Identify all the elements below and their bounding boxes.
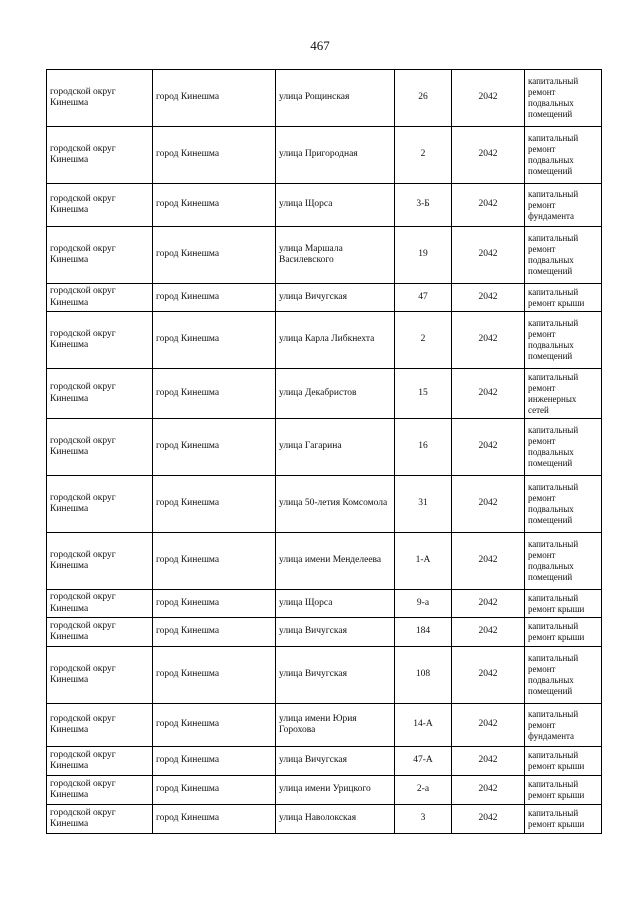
- municipality-cell: городской округ Кинешма: [47, 184, 153, 227]
- settlement-cell: город Кинешма: [153, 369, 276, 419]
- work-type-cell: капитальный ремонт подвальных помещений: [525, 476, 602, 533]
- work-type-cell: капитальный ремонт крыши: [525, 747, 602, 776]
- year-cell: 2042: [452, 312, 525, 369]
- house-number-cell: 16: [395, 419, 452, 476]
- settlement-cell: город Кинешма: [153, 647, 276, 704]
- table-row: [47, 704, 602, 747]
- settlement-cell: город Кинешма: [153, 227, 276, 284]
- table-row: [47, 312, 602, 369]
- housing-repair-table: [46, 69, 602, 834]
- house-number-cell: 3-Б: [395, 184, 452, 227]
- year-cell: 2042: [452, 227, 525, 284]
- municipality-cell: городской округ Кинешма: [47, 369, 153, 419]
- table-row: [47, 776, 602, 805]
- work-type-cell: капитальный ремонт инженерных сетей: [525, 369, 602, 419]
- year-cell: 2042: [452, 776, 525, 805]
- settlement-cell: город Кинешма: [153, 312, 276, 369]
- municipality-cell: городской округ Кинешма: [47, 805, 153, 834]
- table-row: [47, 70, 602, 127]
- street-cell: улица Декабристов: [276, 369, 395, 419]
- work-type-cell: капитальный ремонт крыши: [525, 805, 602, 834]
- work-type-cell: капитальный ремонт крыши: [525, 284, 602, 312]
- table-row: [47, 533, 602, 590]
- street-cell: улица Гагарина: [276, 419, 395, 476]
- settlement-cell: город Кинешма: [153, 284, 276, 312]
- street-cell: улица имени Юрия Горохова: [276, 704, 395, 747]
- municipality-cell: городской округ Кинешма: [47, 419, 153, 476]
- house-number-cell: 31: [395, 476, 452, 533]
- year-cell: 2042: [452, 419, 525, 476]
- municipality-cell: городской округ Кинешма: [47, 533, 153, 590]
- settlement-cell: город Кинешма: [153, 127, 276, 184]
- street-cell: улица Щорса: [276, 184, 395, 227]
- municipality-cell: городской округ Кинешма: [47, 476, 153, 533]
- street-cell: улица Рощинская: [276, 70, 395, 127]
- house-number-cell: 3: [395, 805, 452, 834]
- municipality-cell: городской округ Кинешма: [47, 312, 153, 369]
- house-number-cell: 9-а: [395, 590, 452, 618]
- work-type-cell: капитальный ремонт подвальных помещений: [525, 70, 602, 127]
- settlement-cell: город Кинешма: [153, 704, 276, 747]
- year-cell: 2042: [452, 805, 525, 834]
- page-number: 467: [310, 38, 330, 53]
- house-number-cell: 19: [395, 227, 452, 284]
- municipality-cell: городской округ Кинешма: [47, 70, 153, 127]
- table-row: [47, 647, 602, 704]
- settlement-cell: город Кинешма: [153, 747, 276, 776]
- settlement-cell: город Кинешма: [153, 776, 276, 805]
- year-cell: 2042: [452, 533, 525, 590]
- year-cell: 2042: [452, 747, 525, 776]
- street-cell: улица 50-летия Комсомола: [276, 476, 395, 533]
- work-type-cell: капитальный ремонт подвальных помещений: [525, 312, 602, 369]
- municipality-cell: городской округ Кинешма: [47, 284, 153, 312]
- street-cell: улица Карла Либкнехта: [276, 312, 395, 369]
- municipality-cell: городской округ Кинешма: [47, 704, 153, 747]
- house-number-cell: 47-А: [395, 747, 452, 776]
- settlement-cell: город Кинешма: [153, 805, 276, 834]
- street-cell: улица Вичугская: [276, 747, 395, 776]
- house-number-cell: 14-А: [395, 704, 452, 747]
- table-row: [47, 805, 602, 834]
- settlement-cell: город Кинешма: [153, 590, 276, 618]
- year-cell: 2042: [452, 476, 525, 533]
- settlement-cell: город Кинешма: [153, 533, 276, 590]
- street-cell: улица имени Урицкого: [276, 776, 395, 805]
- municipality-cell: городской округ Кинешма: [47, 618, 153, 647]
- year-cell: 2042: [452, 618, 525, 647]
- settlement-cell: город Кинешма: [153, 419, 276, 476]
- municipality-cell: городской округ Кинешма: [47, 590, 153, 618]
- year-cell: 2042: [452, 284, 525, 312]
- house-number-cell: 1-А: [395, 533, 452, 590]
- municipality-cell: городской округ Кинешма: [47, 747, 153, 776]
- table-row: [47, 184, 602, 227]
- street-cell: улица Наволокская: [276, 805, 395, 834]
- table-row: [47, 590, 602, 618]
- work-type-cell: капитальный ремонт фундамента: [525, 184, 602, 227]
- street-cell: улица Вичугская: [276, 618, 395, 647]
- year-cell: 2042: [452, 590, 525, 618]
- table-row: [47, 369, 602, 419]
- table-row: [47, 419, 602, 476]
- work-type-cell: капитальный ремонт подвальных помещений: [525, 647, 602, 704]
- table-row: [47, 747, 602, 776]
- municipality-cell: городской округ Кинешма: [47, 227, 153, 284]
- street-cell: улица Щорса: [276, 590, 395, 618]
- municipality-cell: городской округ Кинешма: [47, 776, 153, 805]
- work-type-cell: капитальный ремонт фундамента: [525, 704, 602, 747]
- year-cell: 2042: [452, 704, 525, 747]
- house-number-cell: 15: [395, 369, 452, 419]
- table-row: [47, 127, 602, 184]
- year-cell: 2042: [452, 127, 525, 184]
- table-row: [47, 284, 602, 312]
- year-cell: 2042: [452, 369, 525, 419]
- work-type-cell: капитальный ремонт подвальных помещений: [525, 227, 602, 284]
- house-number-cell: 2: [395, 312, 452, 369]
- work-type-cell: капитальный ремонт подвальных помещений: [525, 419, 602, 476]
- work-type-cell: капитальный ремонт подвальных помещений: [525, 533, 602, 590]
- municipality-cell: городской округ Кинешма: [47, 647, 153, 704]
- settlement-cell: город Кинешма: [153, 476, 276, 533]
- house-number-cell: 26: [395, 70, 452, 127]
- house-number-cell: 184: [395, 618, 452, 647]
- year-cell: 2042: [452, 184, 525, 227]
- municipality-cell: городской округ Кинешма: [47, 127, 153, 184]
- street-cell: улица Маршала Василевского: [276, 227, 395, 284]
- house-number-cell: 2: [395, 127, 452, 184]
- table-row: [47, 227, 602, 284]
- house-number-cell: 108: [395, 647, 452, 704]
- settlement-cell: город Кинешма: [153, 618, 276, 647]
- work-type-cell: капитальный ремонт крыши: [525, 776, 602, 805]
- house-number-cell: 2-а: [395, 776, 452, 805]
- house-number-cell: 47: [395, 284, 452, 312]
- work-type-cell: капитальный ремонт крыши: [525, 590, 602, 618]
- table-row: [47, 618, 602, 647]
- work-type-cell: капитальный ремонт крыши: [525, 618, 602, 647]
- work-type-cell: капитальный ремонт подвальных помещений: [525, 127, 602, 184]
- year-cell: 2042: [452, 647, 525, 704]
- year-cell: 2042: [452, 70, 525, 127]
- street-cell: улица Пригородная: [276, 127, 395, 184]
- settlement-cell: город Кинешма: [153, 70, 276, 127]
- table-row: [47, 476, 602, 533]
- street-cell: улица Вичугская: [276, 647, 395, 704]
- street-cell: улица имени Менделеева: [276, 533, 395, 590]
- settlement-cell: город Кинешма: [153, 184, 276, 227]
- street-cell: улица Вичугская: [276, 284, 395, 312]
